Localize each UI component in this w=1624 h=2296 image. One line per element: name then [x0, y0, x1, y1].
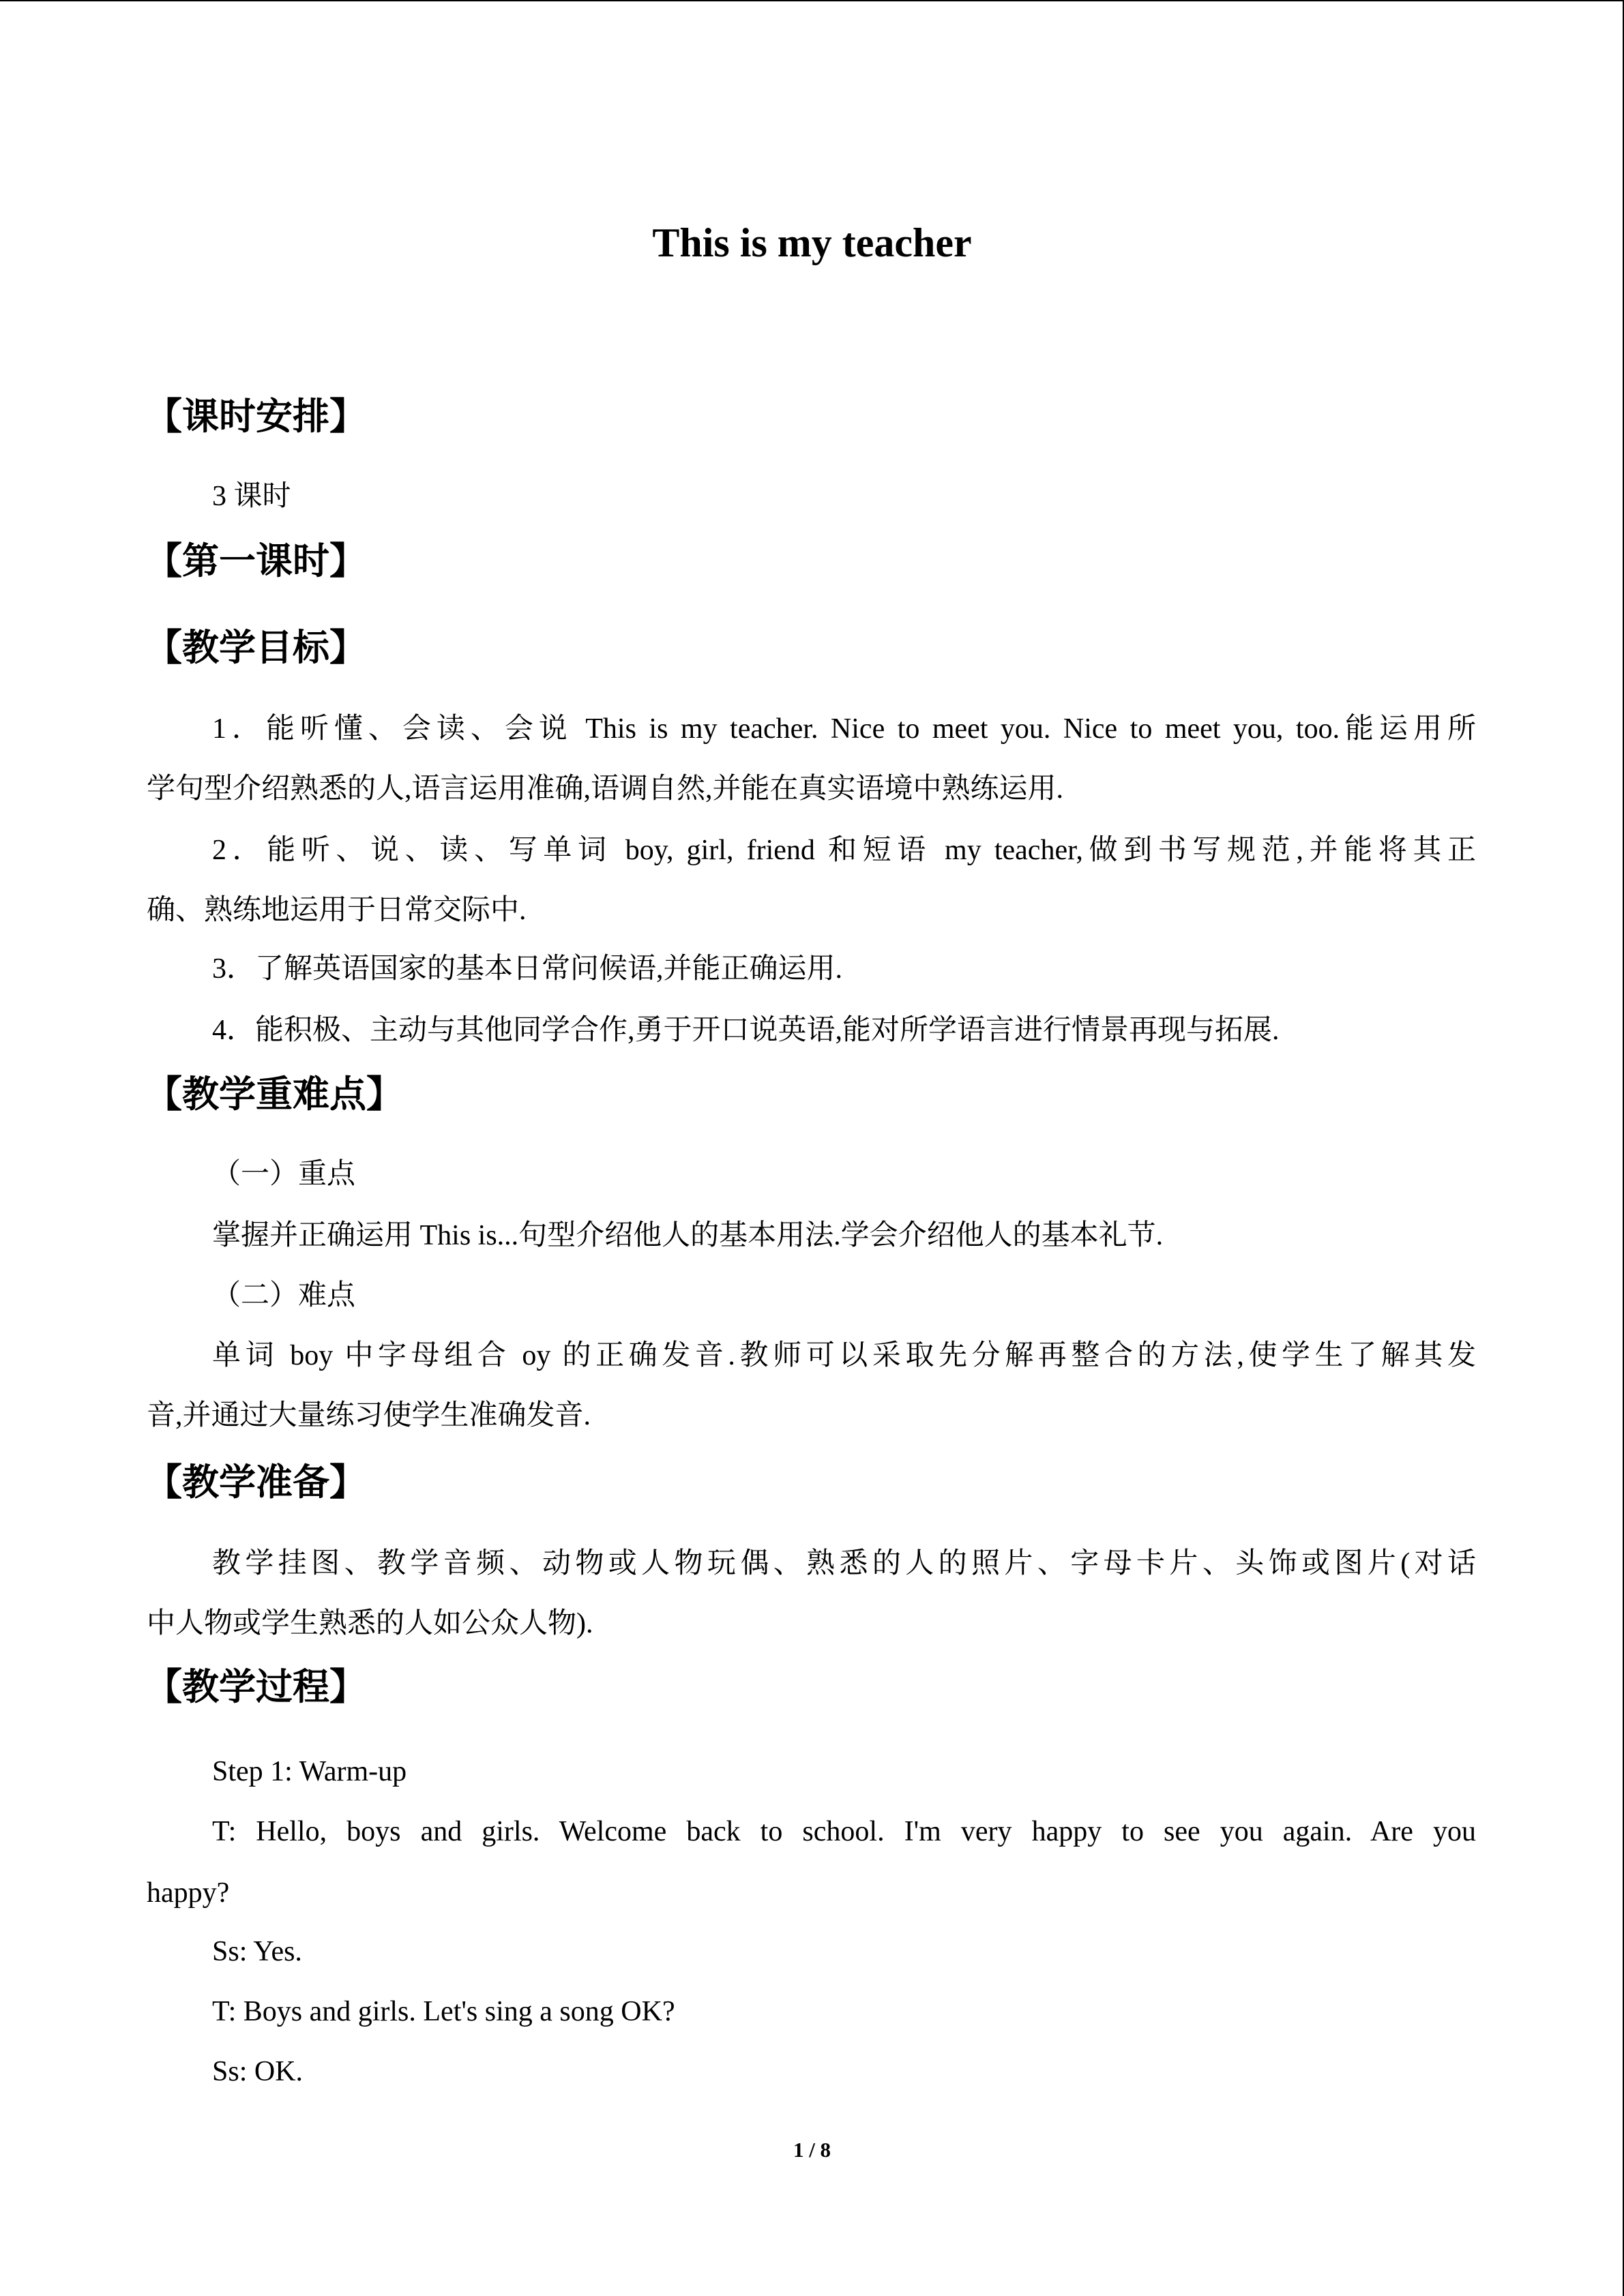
- difficulty-line-2: 音,并通过大量练习使学生准确发音.: [147, 1400, 591, 1431]
- section-heading-key-points: 【教学重难点】: [145, 1074, 403, 1115]
- dialogue-line: Ss: Yes.: [212, 1936, 302, 1967]
- document-title: This is my teacher: [652, 220, 972, 265]
- dialogue-line: Ss: OK.: [212, 2056, 304, 2087]
- objective-4: 4．能积极、主动与其他同学合作,勇于开口说英语,能对所学语言进行情景再现与拓展.: [212, 1015, 1280, 1046]
- section-heading-preparation: 【教学准备】: [145, 1462, 366, 1503]
- difficulty-line-1: 单词 boy 中字母组合 oy 的正确发音.教师可以采取先分解再整合的方法,使学生了解其发: [212, 1340, 1476, 1371]
- preparation-line-1: 教学挂图、教学音频、动物或人物玩偶、熟悉的人的照片、字母卡片、头饰或图片(对话: [212, 1548, 1476, 1579]
- preparation-line-2: 中人物或学生熟悉的人如公众人物).: [147, 1608, 593, 1639]
- dialogue-line: T: Boys and girls. Let's sing a song OK?: [212, 1996, 675, 2027]
- schedule-value: 3 课时: [212, 481, 291, 512]
- section-heading-schedule: 【课时安排】: [145, 396, 366, 437]
- dialogue-line-continued: happy?: [147, 1877, 230, 1909]
- difficulty-label: （二）难点: [212, 1280, 356, 1311]
- objective-2-line-1: 2．能听、说、读、写单词 boy, girl, friend 和短语 my teacher,做到书写规范,并能将其正: [212, 835, 1476, 866]
- objective-1-line-1: 1．能听懂、会读、会说 This is my teacher. Nice to meet you. Nice to meet you, too.能运用所: [212, 713, 1476, 745]
- dialogue-line: T: Hello, boys and girls. Welcome back to school. I'm very happy to see you again. Are you: [212, 1816, 1476, 1847]
- step-1-title: Step 1: Warm-up: [212, 1756, 407, 1787]
- section-heading-objectives: 【教学目标】: [145, 627, 366, 668]
- objective-3: 3．了解英语国家的基本日常问候语,并能正确运用.: [212, 953, 843, 985]
- focus-label: （一）重点: [212, 1159, 356, 1190]
- objective-1-line-2: 学句型介绍熟悉的人,语言运用准确,语调自然,并能在真实语境中熟练运用.: [147, 773, 1064, 805]
- section-heading-lesson1: 【第一课时】: [145, 541, 366, 582]
- focus-text: 掌握并正确运用 This is...句型介绍他人的基本用法.学会介绍他人的基本礼节.: [212, 1220, 1164, 1251]
- section-heading-process: 【教学过程】: [145, 1667, 366, 1708]
- page-number: 1 / 8: [793, 2138, 831, 2162]
- objective-2-line-2: 确、熟练地运用于日常交际中.: [147, 895, 527, 926]
